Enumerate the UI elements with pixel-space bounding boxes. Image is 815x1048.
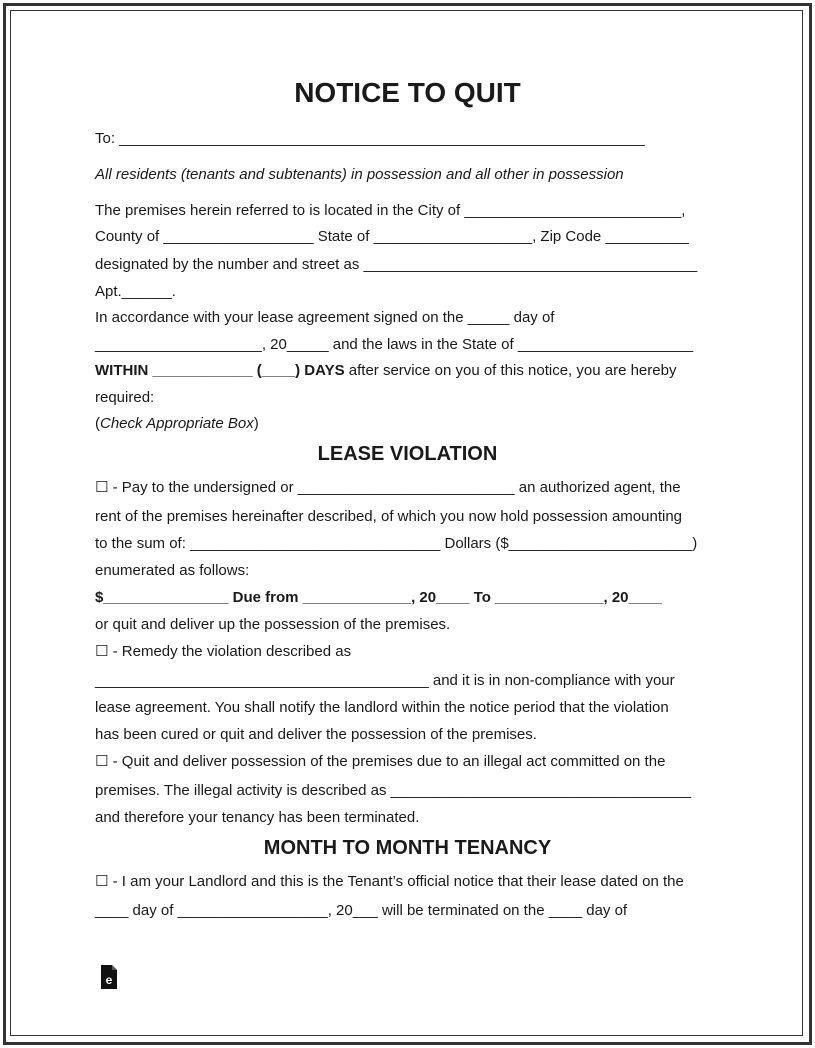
pay-line-4: enumerated as follows:: [95, 562, 250, 579]
within-rest: after service on you of this notice, you are hereby: [344, 362, 677, 379]
amount-due-line: $_______________ Due from _____________, 20____ To _____________, 20____: [95, 589, 662, 606]
eforms-logo-icon: [99, 964, 119, 990]
svg-text:e: e: [105, 973, 113, 987]
quit-line: or quit and deliver up the possession of the premises.: [95, 616, 451, 633]
pay-line-2: rent of the premises hereinafter described, of which you now hold possession amounting: [95, 508, 682, 525]
paren-open: (: [95, 415, 100, 432]
premises-city-line: The premises herein referred to is located in the City of __________________________,: [95, 202, 686, 219]
illegal-line-3: and therefore your tenancy has been terminated.: [95, 809, 420, 826]
month-line-2: ____ day of __________________, 20___ will be terminated on the ____ day of: [95, 902, 628, 919]
pay-option-line[interactable]: ☐ - Pay to the undersigned or __________________________ an authorized agent, the: [95, 479, 681, 496]
month-option-line[interactable]: ☐ - I am your Landlord and this is the Tenant’s official notice that their lease dated on the: [95, 873, 684, 890]
within-line: [95, 362, 676, 380]
residents-line: All residents (tenants and subtenants) in possession and all other in possession: [95, 166, 624, 183]
pay-line-3: to the sum of: ______________________________ Dollars ($______________________): [95, 535, 698, 552]
premises-county-line: County of __________________ State of ___________________, Zip Code __________: [95, 228, 689, 245]
to-line: To: _______________________________________________________________: [95, 130, 645, 147]
remedy-line-3: lease agreement. You shall notify the landlord within the notice period that the violation: [95, 699, 669, 716]
check-box-instruction: [95, 415, 259, 433]
illegal-option-line[interactable]: ☐ - Quit and deliver possession of the premises due to an illegal act committed on the: [95, 753, 666, 770]
premises-apt-line: Apt.______.: [95, 283, 176, 300]
premises-street-line: designated by the number and street as ________________________________________: [95, 256, 698, 273]
remedy-line-2: ________________________________________ and it is in non-compliance with your: [95, 672, 675, 689]
lease-violation-heading: LEASE VIOLATION: [317, 443, 498, 465]
check-box-text: Check Appropriate Box: [100, 415, 254, 432]
month-to-month-heading: MONTH TO MONTH TENANCY: [263, 837, 552, 859]
required-line: required:: [95, 389, 155, 406]
remedy-line-4: has been cured or quit and deliver the possession of the premises.: [95, 726, 537, 743]
document-title: NOTICE TO QUIT: [294, 77, 521, 108]
paren-close: ): [253, 415, 259, 432]
illegal-line-2: premises. The illegal activity is described as ____________________________________: [95, 782, 692, 799]
accordance-line-2: ____________________, 20_____ and the laws in the State of _____________________: [95, 336, 694, 353]
within-days-bold: WITHIN ____________ (____) DAYS: [95, 362, 345, 379]
accordance-line-1: In accordance with your lease agreement signed on the _____ day of: [95, 309, 555, 326]
remedy-option-line[interactable]: ☐ - Remedy the violation described as: [95, 643, 352, 660]
